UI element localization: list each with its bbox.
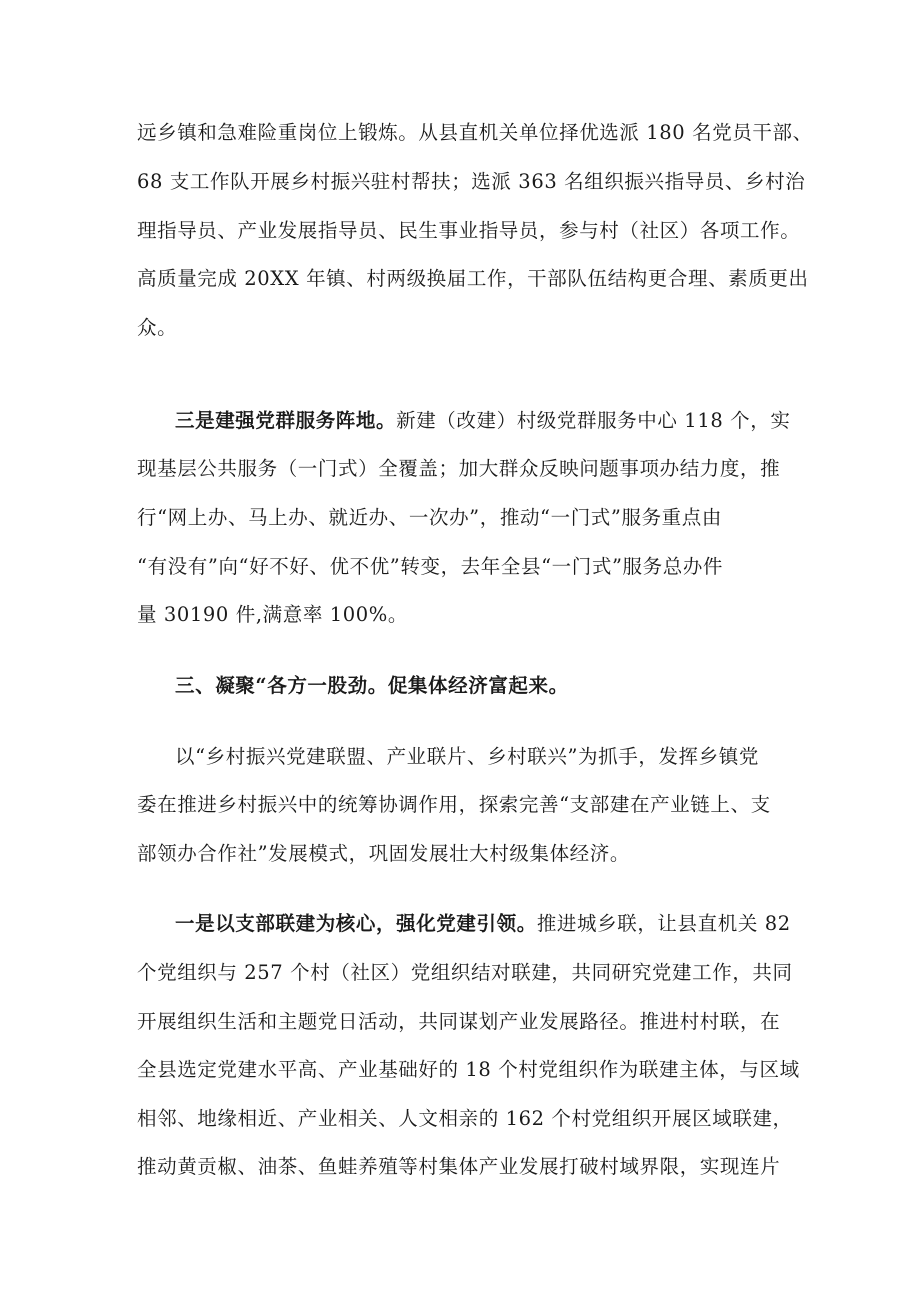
text-line: 推动黄贡椒、油茶、鱼蛙养殖等村集体产业发展打破村域界限，实现连片 [137, 1155, 781, 1178]
text-line: 部领办合作社”发展模式，巩固发展壮大村级集体经济。 [137, 842, 630, 865]
text-line: 相邻、地缘相近、产业相关、人文相亲的 162 个村党组织开展区域联建， [137, 1107, 793, 1130]
text-line: 现基层公共服务（一门式）全覆盖；加大群众反映问题事项办结力度，推 [137, 457, 781, 480]
text-line [175, 912, 835, 936]
paragraph-text: 推进城乡联，让县直机关 82 [536, 912, 791, 935]
text-line [175, 409, 835, 433]
text-line: 全县选定党建水平高、产业基础好的 18 个村党组织作为联建主体，与区域 [137, 1058, 800, 1081]
text-line: 行“网上办、马上办、就近办、一次办”，推动“一门式”服务重点由 [137, 506, 722, 529]
section-heading: 三、凝聚“各方一股劲。促集体经济富起来。 [175, 674, 569, 697]
paragraph-lead: 三是建强党群服务阵地。 [175, 409, 397, 432]
text-line: 理指导员、产业发展指导员、民生事业指导员，参与村（社区）各项工作。 [137, 219, 801, 242]
text-line: “有没有”向“好不好、优不优”转变，去年全县“一门式”服务总办件 [137, 555, 724, 578]
paragraph-text: 新建（改建）村级党群服务中心 118 个，实 [396, 409, 791, 432]
text-line: 个党组织与 257 个村（社区）党组织结对联建，共同研究党建工作，共同 [137, 961, 793, 984]
text-line: 68 支工作队开展乡村振兴驻村帮扶；选派 363 名组织振兴指导员、乡村治 [137, 170, 806, 193]
text-line: 远乡镇和急难险重岗位上锻炼。从县直机关单位择优选派 180 名党员干部、 [137, 121, 813, 144]
text-line: 委在推进乡村振兴中的统筹协调作用，探索完善“支部建在产业链上、支 [137, 793, 771, 816]
text-line: 众。 [137, 316, 178, 339]
text-line: 高质量完成 20XX 年镇、村两级换届工作，干部队伍结构更合理、素质更出 [137, 267, 809, 290]
text-line: 开展组织生活和主题党日活动，共同谋划产业发展路径。推进村村联，在 [137, 1010, 781, 1033]
text-line: 量 30190 件,满意率 100%。 [137, 603, 408, 626]
paragraph-lead: 一是以支部联建为核心，强化党建引领。 [175, 912, 537, 935]
text-line: 以“乡村振兴党建联盟、产业联片、乡村联兴”为抓手，发挥乡镇党 [175, 745, 759, 768]
